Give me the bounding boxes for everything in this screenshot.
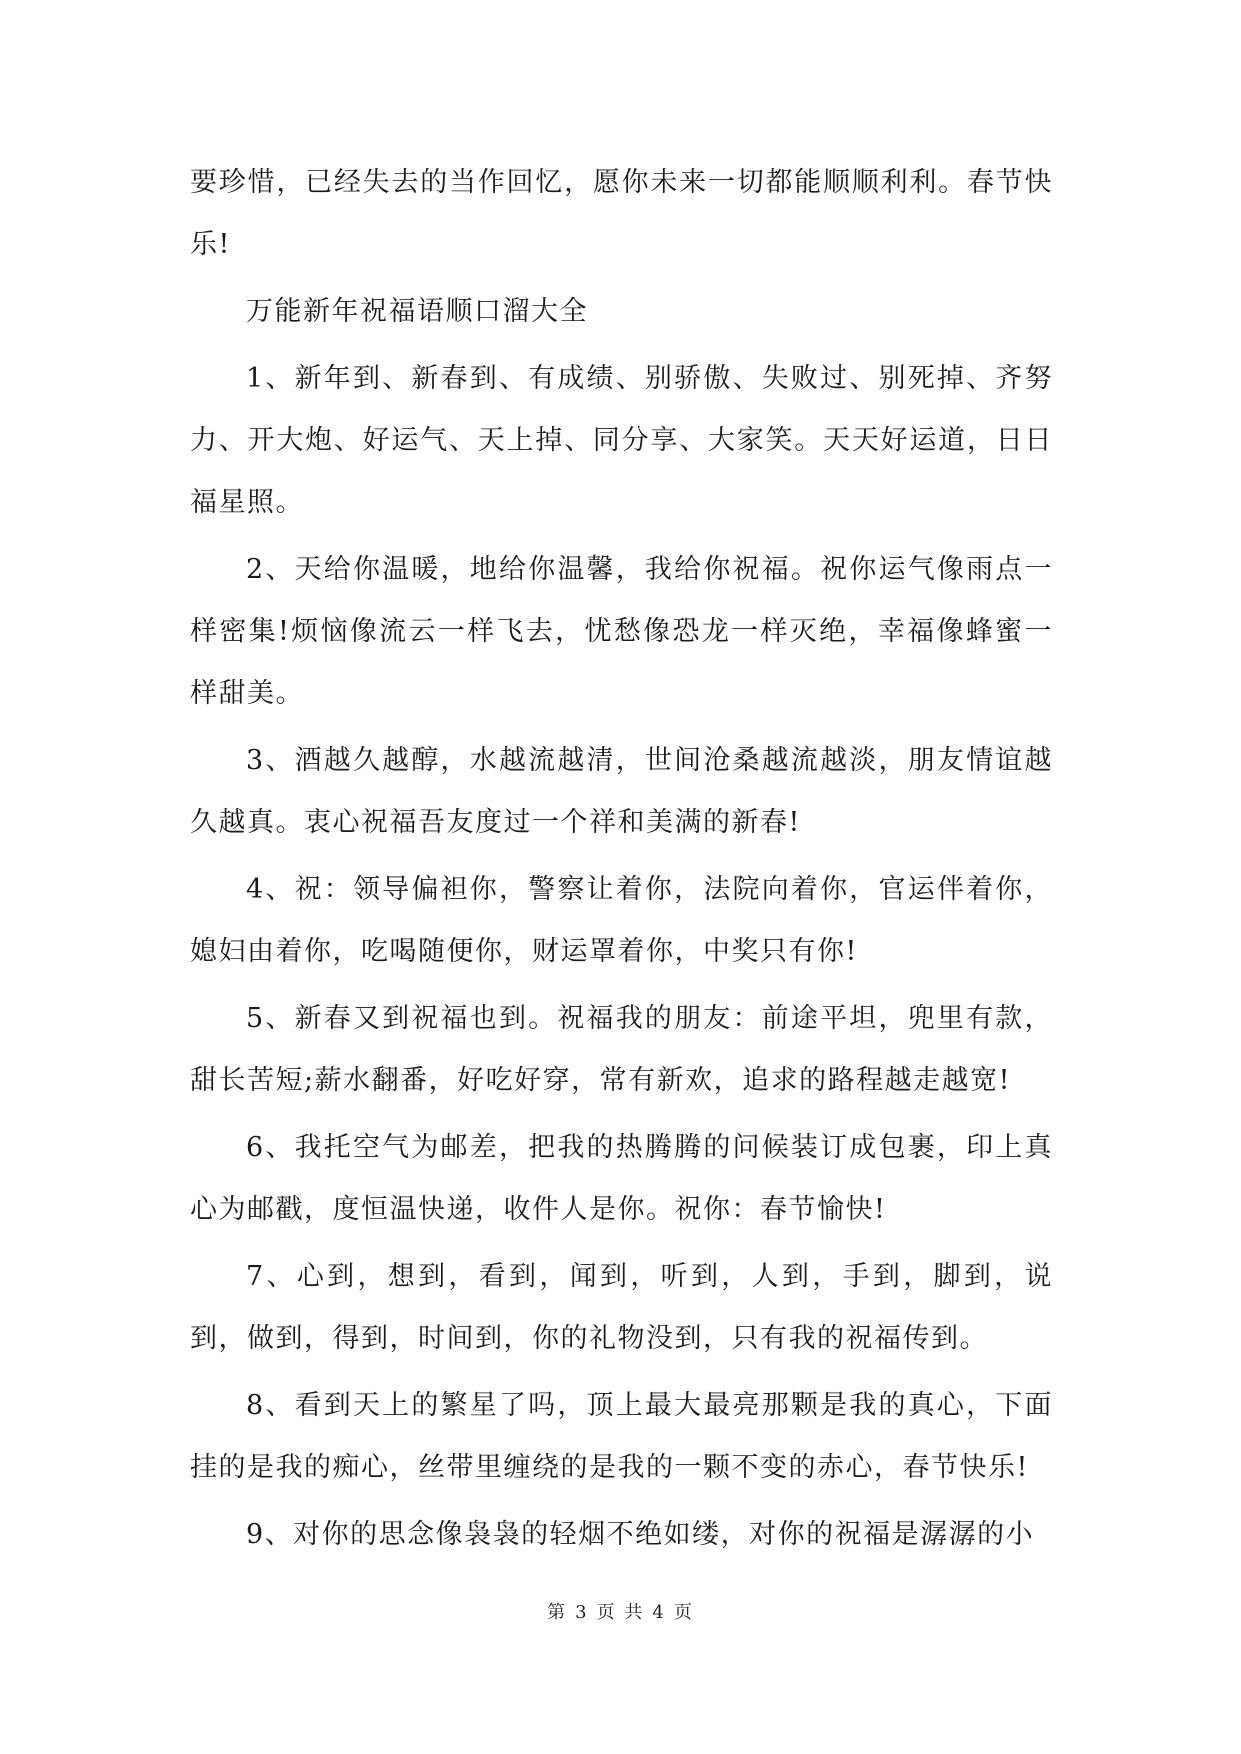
list-item-7: 7、心到，想到，看到，闻到，听到，人到，手到，脚到，说到，做到，得到，时间到，你的礼物没到，只有我的祝福传到。 [190, 1261, 1053, 1354]
list-item-5: 5、新春又到祝福也到。祝福我的朋友：前途平坦，兜里有款，甜长苦短;薪水翻番，好吃好穿，常有新欢，追求的路程越走越宽! [190, 1003, 1053, 1096]
list-item-6: 6、我托空气为邮差，把我的热腾腾的问候装订成包裹，印上真心为邮戳，度恒温快递，收件人是你。祝你：春节愉快! [190, 1132, 1053, 1225]
footer-suffix: 页 [673, 1602, 694, 1623]
list-item-8: 8、看到天上的繁星了吗，顶上最大最亮那颗是我的真心，下面挂的是我的痴心，丝带里缠绕的是我的一颗不变的赤心，春节快乐! [190, 1390, 1053, 1483]
footer-current-page: 3 [575, 1602, 589, 1623]
list-item-9: 9、对你的思念像袅袅的轻烟不绝如缕，对你的祝福是潺潺的小 [246, 1519, 1035, 1550]
list-item-3: 3、酒越久越醇，水越流越清，世间沧桑越流越淡，朋友情谊越久越真。衷心祝福吾友度过一个祥和美满的新春! [190, 745, 1053, 838]
list-item-4: 4、祝：领导偏袒你，警察让着你，法院向着你，官运伴着你，媳妇由着你，吃喝随便你，财运罩着你，中奖只有你! [190, 874, 1053, 967]
footer-mid: 页 共 [596, 1602, 645, 1623]
section-heading: 万能新年祝福语顺口溜大全 [246, 296, 588, 327]
list-item-1: 1、新年到、新春到、有成绩、别骄傲、失败过、别死掉、齐努力、开大炮、好运气、天上掉、同分享、大家笑。天天好运道，日日福星照。 [190, 363, 1053, 518]
document-body [190, 152, 1053, 1571]
footer-total-pages: 4 [652, 1602, 666, 1623]
footer-prefix: 第 [547, 1602, 568, 1623]
list-item-2: 2、天给你温暖，地给你温馨，我给你祝福。祝你运气像雨点一样密集!烦恼像流云一样飞去，忧愁像恐龙一样灭绝，幸福像蜂蜜一样甜美。 [190, 554, 1053, 709]
page-footer [0, 1598, 1241, 1624]
paragraph-continued: 要珍惜，已经失去的当作回忆，愿你未来一切都能顺顺利利。春节快乐! [190, 167, 1053, 260]
